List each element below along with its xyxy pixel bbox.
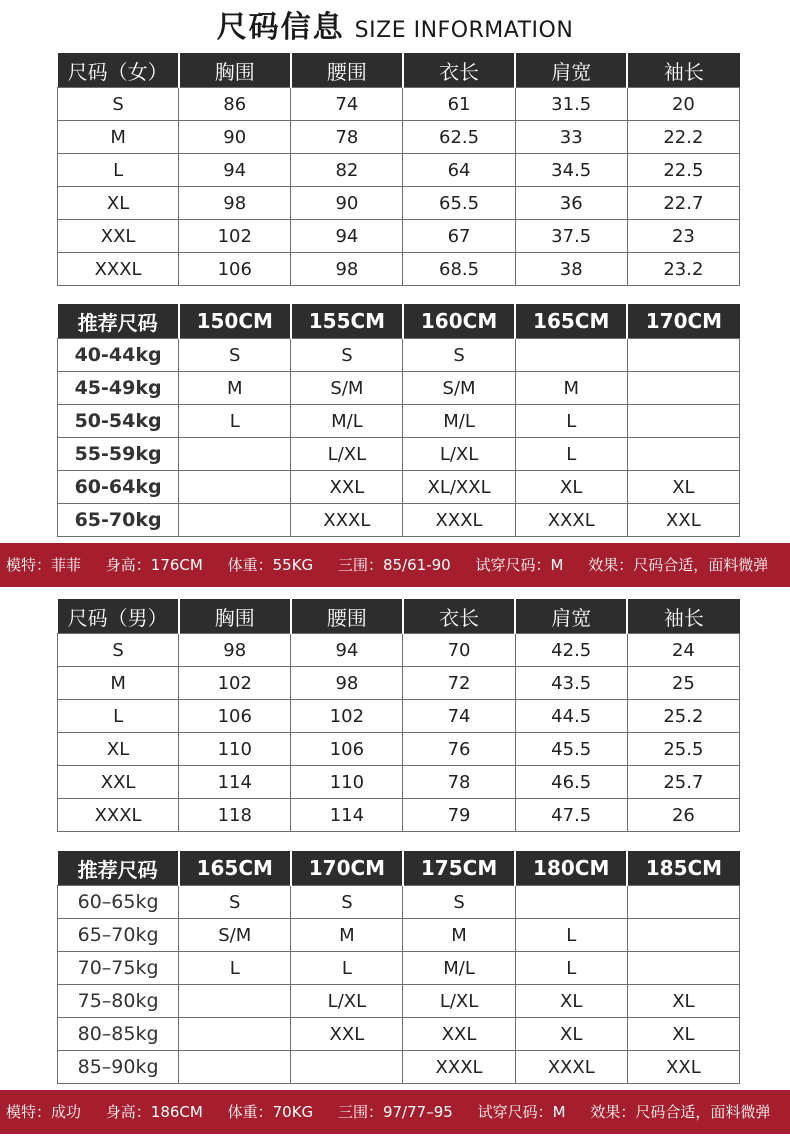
table-cell: XXXL <box>291 504 403 537</box>
table-cell: 90 <box>291 187 403 220</box>
table-cell: 25.2 <box>627 700 739 733</box>
table-row <box>58 919 740 952</box>
table-cell: 42.5 <box>515 634 627 667</box>
table-cell: L <box>515 405 627 438</box>
table-cell: XXL <box>403 1018 515 1051</box>
model-measurements: 三围：85/61-90 <box>337 556 451 574</box>
table-cell: XL <box>515 1018 627 1051</box>
column-header: 腰围 <box>291 53 403 88</box>
column-header: 肩宽 <box>515 599 627 634</box>
table-cell: 23.2 <box>627 253 739 286</box>
table-header-row <box>58 304 740 339</box>
table-cell: M <box>291 919 403 952</box>
table-cell: XL <box>515 985 627 1018</box>
table-row <box>58 253 740 286</box>
table-cell: 61 <box>403 88 515 121</box>
table-cell: XXL <box>627 1051 739 1084</box>
table-header-row <box>58 599 740 634</box>
table-cell: 20 <box>627 88 739 121</box>
table-row <box>58 471 740 504</box>
table-row <box>58 220 740 253</box>
table-cell <box>627 886 739 919</box>
table-cell: XXL <box>627 504 739 537</box>
table-row <box>58 372 740 405</box>
title-en: SIZE INFORMATION <box>354 18 574 43</box>
row-label-cell: S <box>58 88 179 121</box>
table-cell: 78 <box>291 121 403 154</box>
row-label-cell: L <box>58 700 179 733</box>
table-cell: M/L <box>291 405 403 438</box>
table-row <box>58 405 740 438</box>
table-cell: 90 <box>179 121 291 154</box>
column-header: 尺码（女） <box>58 53 179 88</box>
table-cell: 64 <box>403 154 515 187</box>
table-cell: 118 <box>179 799 291 832</box>
table-cell: 98 <box>291 667 403 700</box>
table-cell <box>179 504 291 537</box>
table-cell: L/XL <box>403 985 515 1018</box>
model-height: 身高：186CM <box>105 1103 203 1121</box>
column-header: 推荐尺码 <box>58 304 179 339</box>
table-cell: S <box>291 339 403 372</box>
table-cell: 114 <box>291 799 403 832</box>
table-cell: 24 <box>627 634 739 667</box>
table-row <box>58 88 740 121</box>
table-cell: L <box>515 438 627 471</box>
table-cell: 106 <box>179 253 291 286</box>
table-cell: 43.5 <box>515 667 627 700</box>
table-cell: 78 <box>403 766 515 799</box>
table-cell: XXXL <box>403 504 515 537</box>
table-cell: 36 <box>515 187 627 220</box>
column-header: 衣长 <box>403 599 515 634</box>
table-cell: 106 <box>179 700 291 733</box>
table-cell <box>291 1051 403 1084</box>
table-cell <box>627 372 739 405</box>
column-header: 180CM <box>515 851 627 886</box>
men-recommend-table <box>57 851 740 1084</box>
model-effect: 效果：尺码合适，面料微弹 <box>588 556 769 574</box>
model-try-size: 试穿尺码：M <box>475 556 564 574</box>
column-header: 170CM <box>627 304 739 339</box>
title-cn: 尺码信息 <box>216 10 345 45</box>
table-row <box>58 504 740 537</box>
table-cell: 74 <box>291 88 403 121</box>
table-cell: M <box>179 372 291 405</box>
model-name: 模特：成功 <box>6 1103 82 1121</box>
table-cell: 22.5 <box>627 154 739 187</box>
table-cell: S <box>291 886 403 919</box>
table-cell <box>179 471 291 504</box>
table-cell <box>627 919 739 952</box>
table-cell: 44.5 <box>515 700 627 733</box>
table-cell: XXL <box>291 471 403 504</box>
table-cell: S/M <box>291 372 403 405</box>
table-cell <box>515 339 627 372</box>
table-cell: S/M <box>403 372 515 405</box>
table-header-row <box>58 53 740 88</box>
model-effect: 效果：尺码合适，面料微弹 <box>590 1103 771 1121</box>
table-cell: 23 <box>627 220 739 253</box>
column-header: 150CM <box>179 304 291 339</box>
table-cell: XXL <box>291 1018 403 1051</box>
table-cell: 94 <box>291 634 403 667</box>
row-label-cell: 85–90kg <box>58 1051 179 1084</box>
column-header: 胸围 <box>179 53 291 88</box>
table-cell <box>627 952 739 985</box>
table-cell: 22.2 <box>627 121 739 154</box>
row-label-cell: L <box>58 154 179 187</box>
row-label-cell: 65-70kg <box>58 504 179 537</box>
table-cell: 67 <box>403 220 515 253</box>
table-cell: 74 <box>403 700 515 733</box>
table-cell: XXXL <box>403 1051 515 1084</box>
column-header: 尺码（男） <box>58 599 179 634</box>
row-label-cell: XL <box>58 187 179 220</box>
table-cell: 72 <box>403 667 515 700</box>
table-cell: S <box>403 886 515 919</box>
table-cell: M/L <box>403 405 515 438</box>
table-row <box>58 339 740 372</box>
table-row <box>58 700 740 733</box>
table-cell: L/XL <box>291 985 403 1018</box>
table-cell: S <box>403 339 515 372</box>
table-row <box>58 1018 740 1051</box>
row-label-cell: XXL <box>58 220 179 253</box>
table-cell: S/M <box>179 919 291 952</box>
table-cell: 114 <box>179 766 291 799</box>
table-cell: L <box>179 952 291 985</box>
row-label-cell: 75–80kg <box>58 985 179 1018</box>
table-cell: 26 <box>627 799 739 832</box>
column-header: 165CM <box>179 851 291 886</box>
table-row <box>58 438 740 471</box>
column-header: 袖长 <box>627 53 739 88</box>
table-cell <box>179 1051 291 1084</box>
table-cell: 37.5 <box>515 220 627 253</box>
table-cell: 65.5 <box>403 187 515 220</box>
table-cell: 68.5 <box>403 253 515 286</box>
row-label-cell: XXXL <box>58 799 179 832</box>
men-model-info-bar <box>0 1090 790 1134</box>
table-cell: XL/XXL <box>403 471 515 504</box>
table-cell: 110 <box>179 733 291 766</box>
table-cell: L/XL <box>291 438 403 471</box>
table-cell: 110 <box>291 766 403 799</box>
model-measurements: 三围：97/77–95 <box>337 1103 453 1121</box>
women-size-table <box>57 53 740 286</box>
table-cell: XL <box>627 1018 739 1051</box>
table-row <box>58 733 740 766</box>
table-cell: 33 <box>515 121 627 154</box>
column-header: 185CM <box>627 851 739 886</box>
table-cell: XL <box>515 471 627 504</box>
row-label-cell: XL <box>58 733 179 766</box>
table-cell <box>627 438 739 471</box>
column-header: 160CM <box>403 304 515 339</box>
table-cell: 34.5 <box>515 154 627 187</box>
table-row <box>58 121 740 154</box>
table-row <box>58 886 740 919</box>
table-cell: 102 <box>179 667 291 700</box>
table-cell: L <box>291 952 403 985</box>
row-label-cell: 50-54kg <box>58 405 179 438</box>
model-weight: 体重：70KG <box>227 1103 314 1121</box>
table-cell: 79 <box>403 799 515 832</box>
table-cell: 31.5 <box>515 88 627 121</box>
column-header: 推荐尺码 <box>58 851 179 886</box>
column-header: 胸围 <box>179 599 291 634</box>
table-cell: 25.5 <box>627 733 739 766</box>
table-row <box>58 187 740 220</box>
table-cell: L/XL <box>403 438 515 471</box>
row-label-cell: S <box>58 634 179 667</box>
model-weight: 体重：55KG <box>227 556 314 574</box>
table-row <box>58 154 740 187</box>
table-cell: 98 <box>179 634 291 667</box>
row-label-cell: 40-44kg <box>58 339 179 372</box>
table-row <box>58 1051 740 1084</box>
table-cell: 25 <box>627 667 739 700</box>
table-cell <box>179 985 291 1018</box>
column-header: 155CM <box>291 304 403 339</box>
table-cell: XL <box>627 471 739 504</box>
table-cell: 94 <box>291 220 403 253</box>
column-header: 170CM <box>291 851 403 886</box>
table-cell: M <box>515 372 627 405</box>
column-header: 肩宽 <box>515 53 627 88</box>
table-cell <box>515 886 627 919</box>
table-header-row <box>58 851 740 886</box>
table-row <box>58 985 740 1018</box>
table-cell: M/L <box>403 952 515 985</box>
column-header: 袖长 <box>627 599 739 634</box>
column-header: 175CM <box>403 851 515 886</box>
row-label-cell: 65–70kg <box>58 919 179 952</box>
table-cell: XL <box>627 985 739 1018</box>
row-label-cell: XXXL <box>58 253 179 286</box>
table-row <box>58 952 740 985</box>
model-name: 模特：菲菲 <box>6 556 82 574</box>
row-label-cell: 60–65kg <box>58 886 179 919</box>
column-header: 腰围 <box>291 599 403 634</box>
table-row <box>58 667 740 700</box>
table-cell: 70 <box>403 634 515 667</box>
table-cell: XXXL <box>515 504 627 537</box>
table-cell: 102 <box>291 700 403 733</box>
table-cell <box>627 339 739 372</box>
row-label-cell: 45-49kg <box>58 372 179 405</box>
table-row <box>58 634 740 667</box>
table-cell: 47.5 <box>515 799 627 832</box>
table-cell <box>179 1018 291 1051</box>
table-cell: 86 <box>179 88 291 121</box>
row-label-cell: XXL <box>58 766 179 799</box>
row-label-cell: 80–85kg <box>58 1018 179 1051</box>
table-cell <box>179 438 291 471</box>
men-size-table <box>57 599 740 832</box>
table-cell: 94 <box>179 154 291 187</box>
table-cell: L <box>179 405 291 438</box>
women-recommend-table <box>57 304 740 537</box>
row-label-cell: M <box>58 121 179 154</box>
table-cell: 82 <box>291 154 403 187</box>
table-row <box>58 799 740 832</box>
table-cell: 98 <box>291 253 403 286</box>
table-cell: L <box>515 952 627 985</box>
table-cell: S <box>179 886 291 919</box>
table-cell: M <box>403 919 515 952</box>
women-model-info-bar <box>0 543 790 587</box>
table-cell: 98 <box>179 187 291 220</box>
table-cell: L <box>515 919 627 952</box>
table-cell: 38 <box>515 253 627 286</box>
table-cell: 106 <box>291 733 403 766</box>
column-header: 衣长 <box>403 53 515 88</box>
model-height: 身高：176CM <box>105 556 203 574</box>
row-label-cell: 55-59kg <box>58 438 179 471</box>
table-cell: 62.5 <box>403 121 515 154</box>
table-cell: 76 <box>403 733 515 766</box>
table-cell: 25.7 <box>627 766 739 799</box>
model-try-size: 试穿尺码：M <box>477 1103 566 1121</box>
column-header: 165CM <box>515 304 627 339</box>
table-cell: 102 <box>179 220 291 253</box>
table-cell: 46.5 <box>515 766 627 799</box>
table-cell: S <box>179 339 291 372</box>
table-cell <box>627 405 739 438</box>
table-cell: XXXL <box>515 1051 627 1084</box>
table-cell: 45.5 <box>515 733 627 766</box>
row-label-cell: 60-64kg <box>58 471 179 504</box>
page-title <box>0 6 790 50</box>
table-cell: 22.7 <box>627 187 739 220</box>
row-label-cell: 70–75kg <box>58 952 179 985</box>
row-label-cell: M <box>58 667 179 700</box>
table-row <box>58 766 740 799</box>
